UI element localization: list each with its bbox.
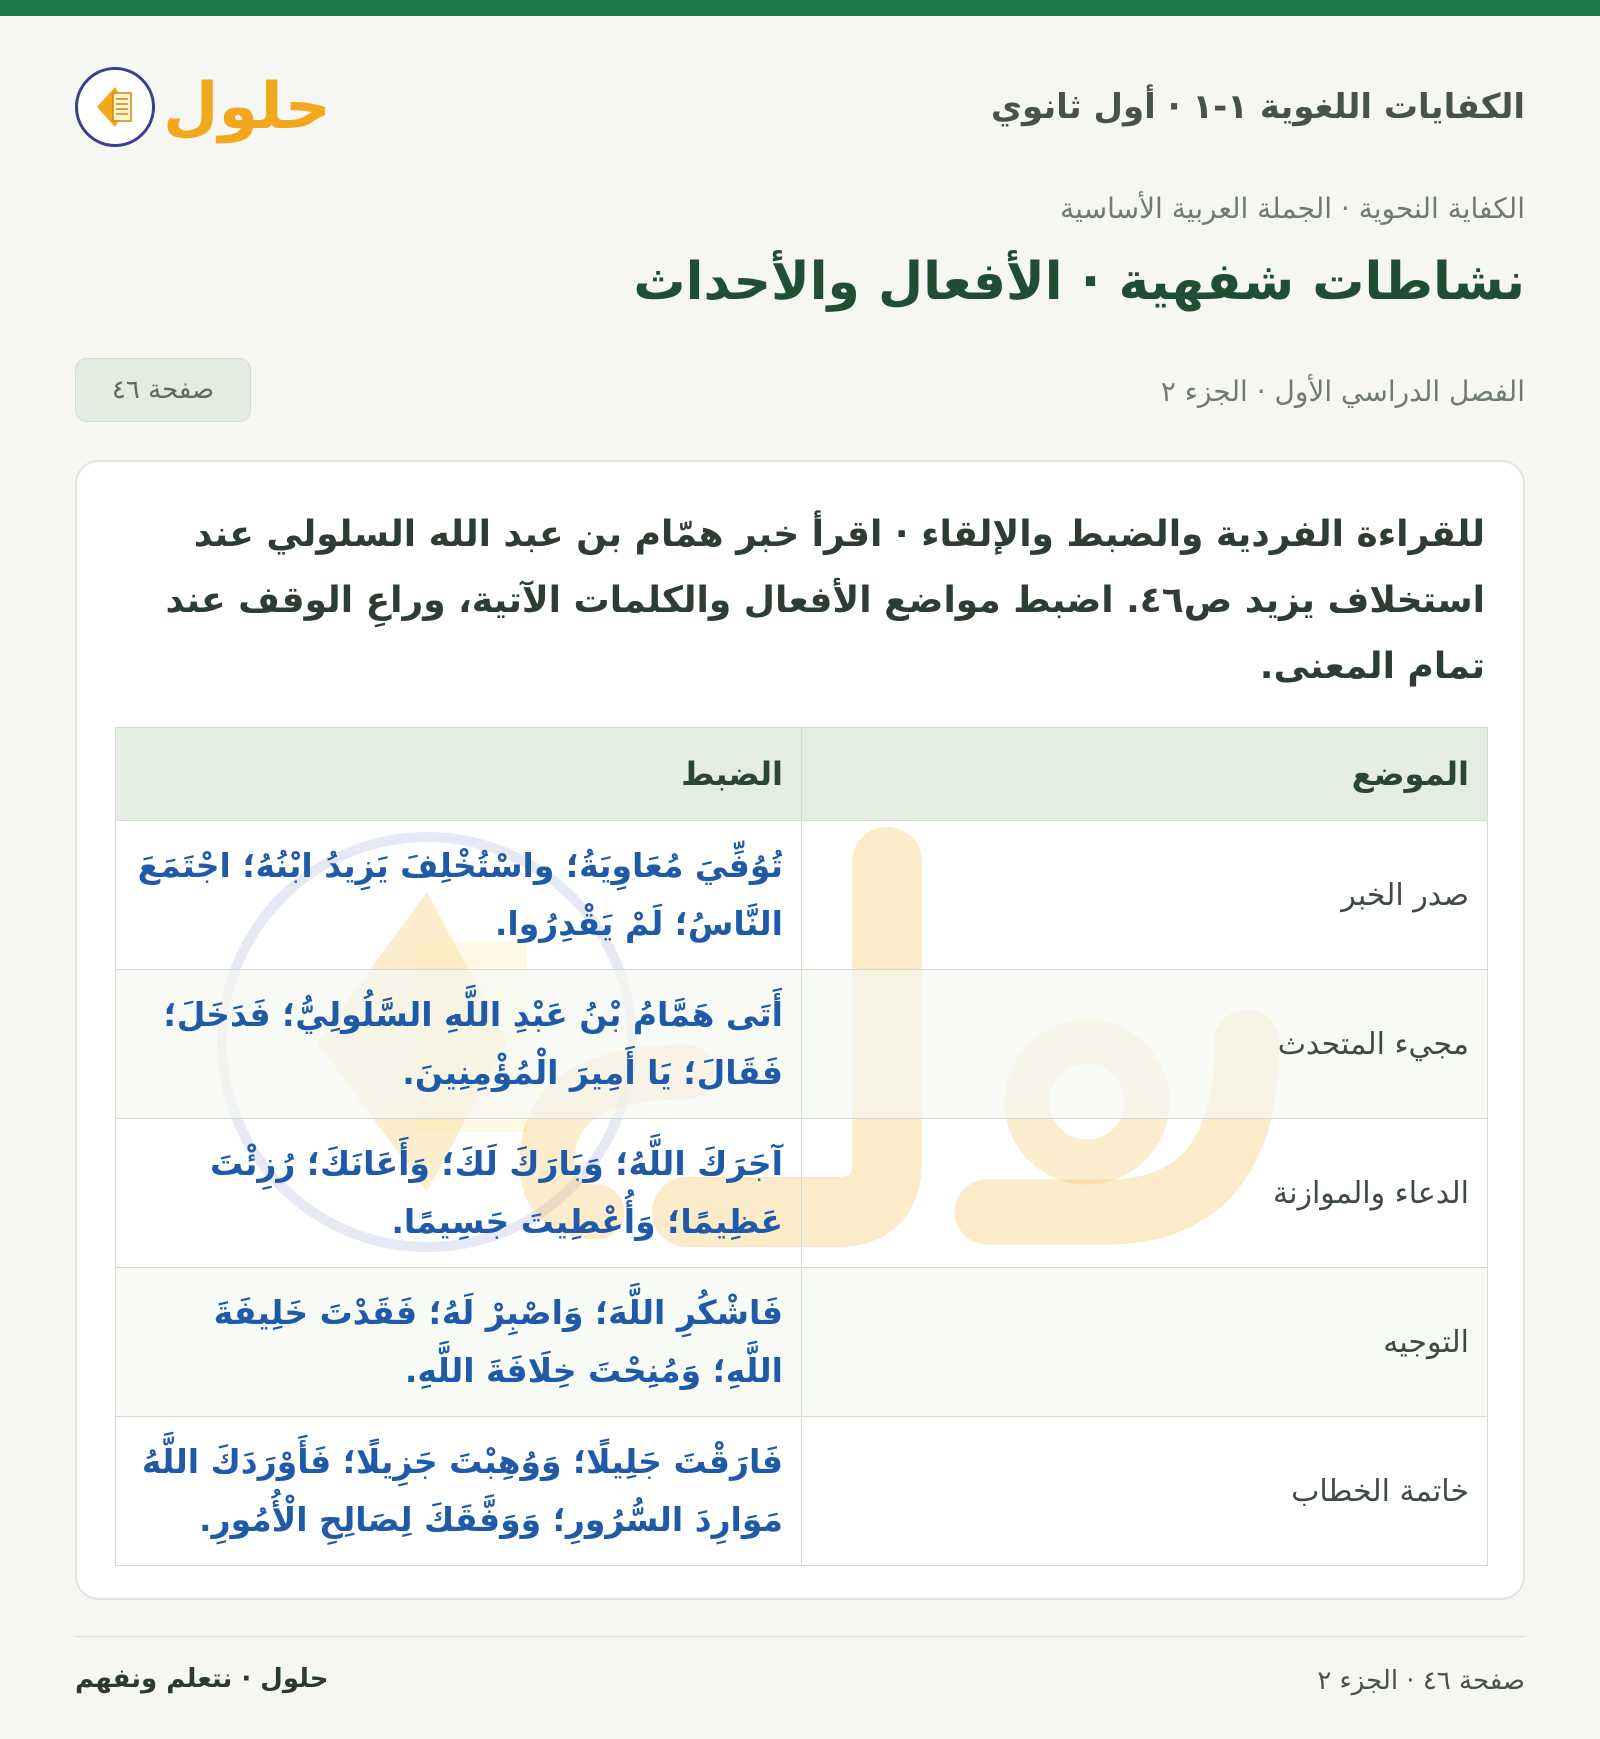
table-row bbox=[116, 821, 1488, 970]
header-place: الموضع bbox=[802, 728, 1488, 821]
table-row bbox=[116, 1119, 1488, 1268]
vocalized-cell: آجَرَكَ اللَّهُ؛ وَبَارَكَ لَكَ؛ وَأَعَانَكَ؛ رُزِئْتَ عَظِيمًا؛ وَأُعْطِيتَ جَسِيمًا. bbox=[116, 1119, 802, 1268]
place-cell: التوجيه bbox=[802, 1268, 1488, 1417]
table-row bbox=[116, 970, 1488, 1119]
footer-divider bbox=[75, 1636, 1525, 1637]
book-logo-icon bbox=[75, 67, 155, 147]
vocalized-cell: فَاشْكُرِ اللَّهَ؛ وَاصْبِرْ لَهُ؛ فَقَدْتَ خَلِيفَةَ اللَّهِ؛ وَمُنِحْتَ خِلَافَةَ اللَّهِ. bbox=[116, 1268, 802, 1417]
breadcrumb: الكفاية النحوية · الجملة العربية الأساسية bbox=[1060, 192, 1525, 225]
place-cell: صدر الخبر bbox=[802, 821, 1488, 970]
vocalized-cell: أَتَى هَمَّامُ بْنُ عَبْدِ اللَّهِ السَّلُولِيُّ؛ فَدَخَلَ؛ فَقَالَ؛ يَا أَمِيرَ الْمُؤْمِنِينَ. bbox=[116, 970, 802, 1119]
footer-brand: حلول · نتعلم ونفهم bbox=[75, 1664, 329, 1694]
vocalized-cell: فَارَقْتَ جَلِيلًا؛ وَوُهِبْتَ جَزِيلًا؛ فَأَوْرَدَكَ اللَّهُ مَوَارِدَ السُّرُورِ؛ وَوَفَّقَكَ لِصَالِحِ الْأُمُورِ. bbox=[116, 1417, 802, 1566]
page-number-badge: صفحة ٤٦ bbox=[75, 358, 251, 422]
place-cell: الدعاء والموازنة bbox=[802, 1119, 1488, 1268]
top-accent-bar bbox=[0, 0, 1600, 16]
table-row bbox=[116, 1268, 1488, 1417]
header-title: الكفايات اللغوية ١-١ · أول ثانوي bbox=[990, 87, 1525, 127]
activity-instructions: للقراءة الفردية والضبط والإلقاء · اقرأ خبر همّام بن عبد الله السلولي عند استخلاف يزيد ص٤٦. اضبط مواضع الأفعال والكلمات الآتية، وراعِ الوقف عند تمام المعنى. bbox=[165, 514, 1485, 687]
page-subtitle: الفصل الدراسي الأول · الجزء ٢ bbox=[1160, 375, 1525, 408]
footer-page-info: صفحة ٤٦ · الجزء ٢ bbox=[1317, 1666, 1525, 1696]
page-title: نشاطات شفهية · الأفعال والأحداث bbox=[633, 252, 1525, 312]
vocalized-cell: تُوُفِّيَ مُعَاوِيَةُ؛ واسْتُخْلِفَ يَزِيدُ ابْنُهُ؛ اجْتَمَعَ النَّاسُ؛ لَمْ يَقْدِرُوا. bbox=[116, 821, 802, 970]
page-header bbox=[75, 52, 1525, 162]
vocalization-table bbox=[115, 727, 1488, 1566]
place-cell: خاتمة الخطاب bbox=[802, 1417, 1488, 1566]
brand-logo[interactable] bbox=[75, 67, 331, 147]
logo-wordmark: حلول bbox=[163, 70, 331, 144]
header-vocalization: الضبط bbox=[116, 728, 802, 821]
place-cell: مجيء المتحدث bbox=[802, 970, 1488, 1119]
activity-card bbox=[75, 460, 1525, 1600]
table-row bbox=[116, 1417, 1488, 1566]
table-header-row bbox=[116, 728, 1488, 821]
